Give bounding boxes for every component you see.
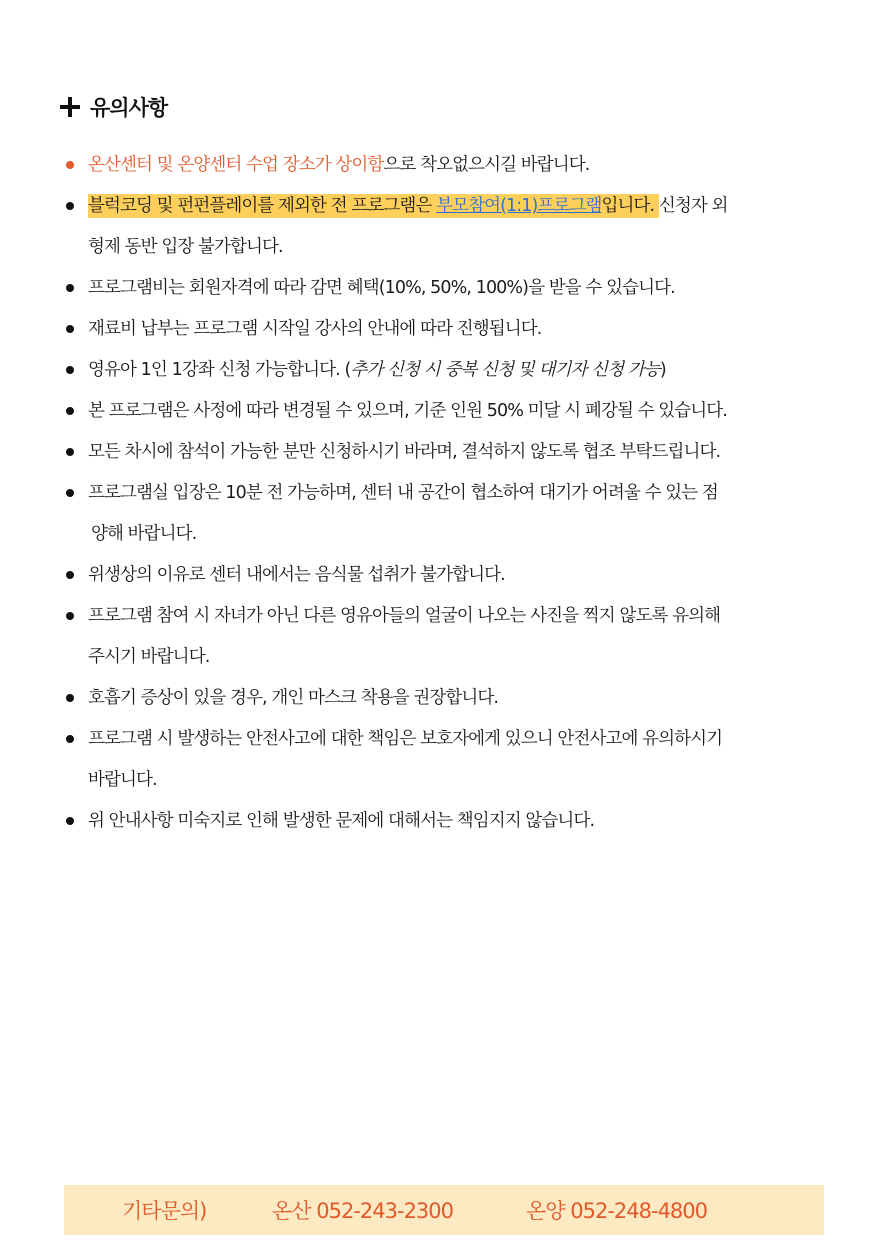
bullet-icon: [66, 735, 74, 743]
notice-item: [62, 596, 862, 678]
bullet-icon: [66, 161, 74, 169]
notice-text: 양해 바랍니다.: [91, 524, 197, 544]
notice-item: [62, 391, 862, 432]
notice-item: [62, 350, 862, 391]
notice-text: 프로그램 시 발생하는 안전사고에 대한 책임은 보호자에게 있으니 안전사고에 유의하시기: [88, 729, 723, 749]
notice-item: [62, 473, 862, 555]
notice-text: 위 안내사항 미숙지로 인해 발생한 문제에 대해서는 책임지지 않습니다.: [88, 811, 595, 831]
contact-onsan-phone: 온산 052-243-2300: [272, 1199, 454, 1223]
notice-item: [62, 678, 862, 719]
section-title: [60, 92, 167, 122]
notice-text: 주시기 바랍니다.: [88, 647, 210, 667]
notice-text: ): [659, 360, 666, 380]
bullet-icon: [66, 448, 74, 456]
notice-italic: 추가 신청 시 중복 신청 및 대기자 신청 가능: [350, 360, 660, 380]
notice-item: [62, 268, 862, 309]
notice-text: 위생상의 이유로 센터 내에서는 음식물 섭취가 불가합니다.: [88, 565, 505, 585]
notice-text: 호흡기 증상이 있을 경우, 개인 마스크 착용을 권장합니다.: [88, 688, 499, 708]
bullet-icon: [66, 325, 74, 333]
notice-text: 바랍니다.: [88, 770, 157, 790]
notice-text: 입니다.: [601, 196, 655, 216]
bullet-icon: [66, 284, 74, 292]
parent-program-link[interactable]: 부모참여(1:1)프로그램: [436, 196, 602, 216]
notice-text: 신청자 외: [658, 196, 728, 216]
notice-text: 본 프로그램은 사정에 따라 변경될 수 있으며, 기준 인원 50% 미달 시 폐강될 수 있습니다.: [88, 401, 727, 421]
notice-text: 프로그램비는 회원자격에 따라 감면 혜택(10%, 50%, 100%)을 받을 수 있습니다.: [88, 278, 675, 298]
bullet-icon: [66, 817, 74, 825]
notice-item: [62, 801, 862, 842]
notice-text: 블럭코딩 및 펀펀플레이를 제외한 전 프로그램은: [88, 196, 432, 216]
notice-item: [62, 145, 862, 186]
bullet-icon: [66, 612, 74, 620]
notice-text: 프로그램 참여 시 자녀가 아닌 다른 영유아들의 얼굴이 나오는 사진을 찍지 않도록 유의해: [88, 606, 721, 626]
contact-bar: [64, 1185, 824, 1235]
notice-item: [62, 309, 862, 350]
contact-label: 기타문의): [122, 1199, 207, 1223]
section-title-text: 유의사항: [90, 96, 168, 120]
bullet-icon: [66, 202, 74, 210]
notice-text: 형제 동반 입장 불가합니다.: [88, 237, 283, 257]
notice-list: [62, 145, 862, 842]
notice-text: 모든 차시에 참석이 가능한 분만 신청하시기 바라며, 결석하지 않도록 협조 부탁드립니다.: [88, 442, 721, 462]
notice-item: [62, 432, 862, 473]
bullet-icon: [66, 366, 74, 374]
bullet-icon: [66, 489, 74, 497]
bullet-icon: [66, 571, 74, 579]
notice-emphasis: 온산센터 및 온양센터 수업 장소가 상이함: [88, 155, 384, 175]
contact-onyang-phone: 온양 052-248-4800: [526, 1199, 708, 1223]
notice-text: 영유아 1인 1강좌 신청 가능합니다. (: [88, 360, 351, 380]
notice-item: [62, 719, 862, 801]
plus-icon: [60, 97, 80, 117]
notice-item: [62, 186, 862, 268]
notice-item: [62, 555, 862, 596]
bullet-icon: [66, 407, 74, 415]
notice-text: 으로 착오없으시길 바랍니다.: [383, 155, 590, 175]
notice-text: 프로그램실 입장은 10분 전 가능하며, 센터 내 공간이 협소하여 대기가 어려울 수 있는 점: [88, 483, 718, 503]
notice-highlight: [88, 194, 659, 218]
bullet-icon: [66, 694, 74, 702]
notice-text: 재료비 납부는 프로그램 시작일 강사의 안내에 따라 진행됩니다.: [88, 319, 542, 339]
